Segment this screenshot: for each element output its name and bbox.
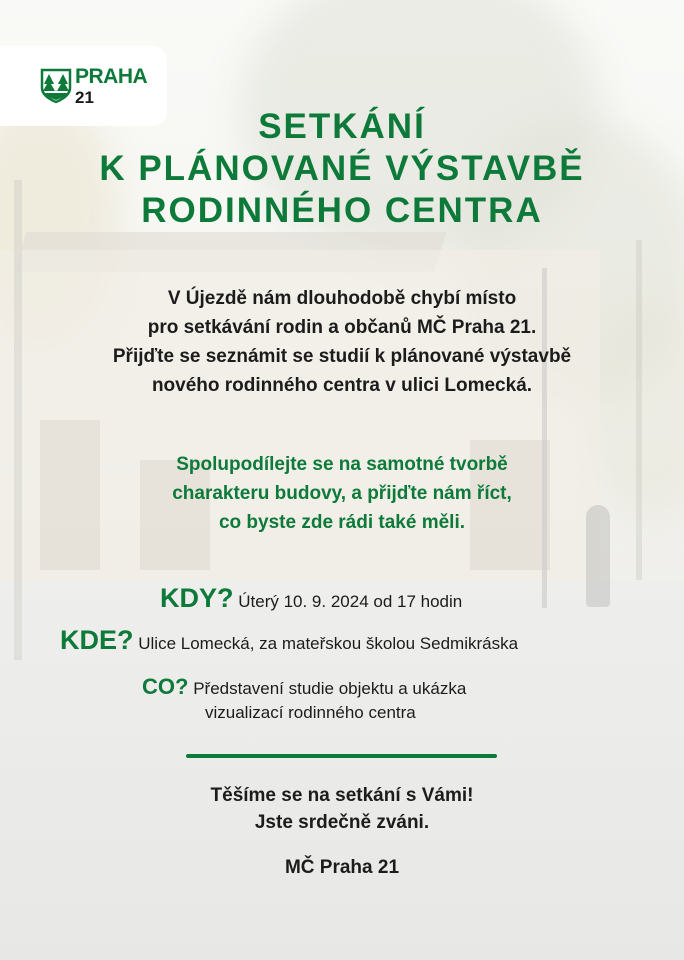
poster-title [0, 106, 684, 232]
closing-line: Těšíme se na setkání s Vámi! [210, 785, 474, 806]
invite-line: co byste zde rádi také měli. [218, 512, 466, 533]
intro-line: nového rodinného centra v ulici Lomecká. [151, 375, 533, 396]
when-value: Úterý 10. 9. 2024 od 17 hodin [238, 592, 463, 611]
intro-line: V Újezdě nám dlouhodobě chybí místo [167, 288, 517, 309]
where-value: Ulice Lomecká, za mateřskou školou Sedmikráska [138, 634, 519, 653]
when-label: KDY? [160, 583, 234, 613]
title-line: SETKÁNÍ [258, 107, 426, 146]
when-row [160, 583, 462, 614]
what-value-continued: vizualizací rodinného centra [205, 703, 416, 722]
intro-line: Přijďte se seznámit se studií k plánované výstavbě [112, 346, 572, 367]
title-line: K PLÁNOVANÉ VÝSTAVBĚ [99, 149, 585, 188]
intro-line: pro setkávání rodin a občanů MČ Praha 21. [147, 317, 537, 338]
closing-line: Jste srdečně zváni. [254, 812, 430, 833]
logo-number: 21 [75, 88, 94, 107]
closing-message [0, 782, 684, 836]
intro-paragraph [0, 284, 684, 400]
divider [186, 754, 497, 758]
invite-paragraph [0, 450, 684, 537]
what-value: Představení studie objektu a ukázka [193, 679, 467, 698]
what-row [142, 672, 466, 703]
where-label: KDE? [60, 625, 134, 655]
invite-line: charakteru budovy, a přijďte nám říct, [172, 483, 512, 504]
what-label: CO? [142, 674, 189, 699]
title-line: RODINNÉHO CENTRA [141, 191, 543, 230]
signature: MČ Praha 21 [284, 857, 400, 878]
logo-name: PRAHA [75, 65, 148, 88]
praha21-shield-icon [40, 68, 72, 104]
where-row [60, 625, 518, 656]
invite-line: Spolupodílejte se na samotné tvorbě [176, 454, 508, 475]
